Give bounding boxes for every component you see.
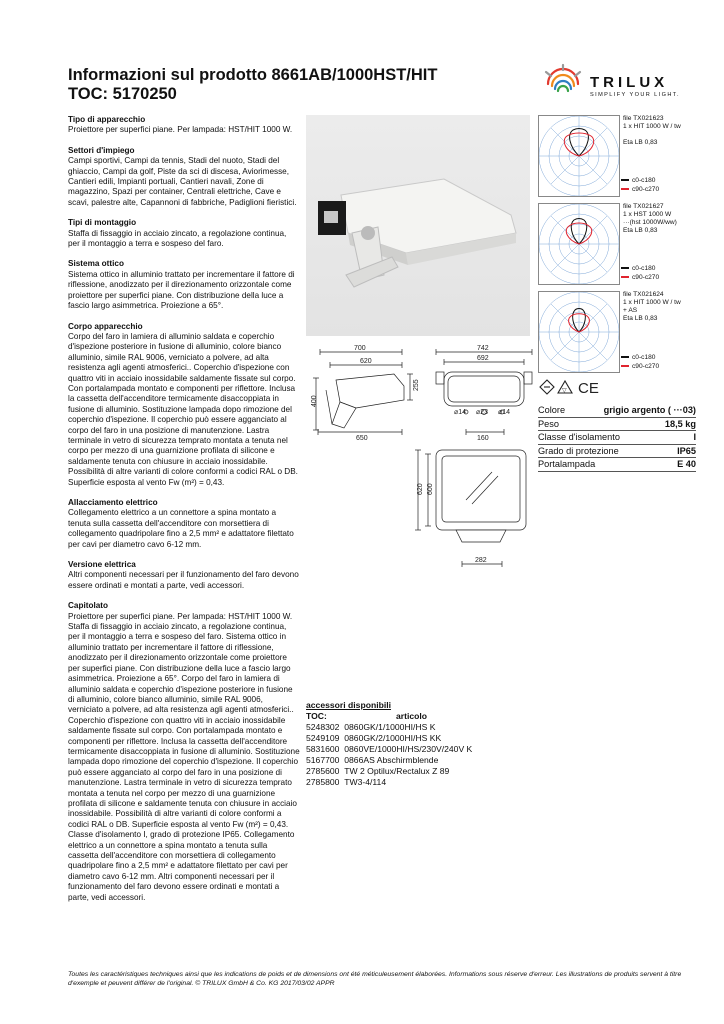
legend-3 <box>621 354 659 371</box>
accessory-row <box>306 755 536 766</box>
spec-row <box>538 418 696 432</box>
spec-row <box>538 404 696 418</box>
dim-742: 742 <box>477 345 489 352</box>
footer-disclaimer: Toutes les caractéristiques techniques ainsi que les indications de poids et de dimensions ont été méticuleusement élaborées. Informations sous réserve d'erreur. Les illustrations de produits servent à titre d'exemple et peuvent différer de l'original. © TRILUX GmbH & Co. KG 2017/03/02 APPR <box>68 971 682 987</box>
accessory-row <box>306 777 536 788</box>
lamp-desc: 1 x HIT 1000 W / tw <box>623 299 681 306</box>
section-montaggio <box>68 218 300 249</box>
enec-mark-icon <box>540 380 554 394</box>
legend-c90: c90-c270 <box>632 362 660 370</box>
section-allacciamento <box>68 498 300 550</box>
lamp-extra: ···(hst 1000W/ww) <box>623 219 677 226</box>
protection-mark-icon <box>558 381 572 394</box>
legend-swatch-black <box>621 356 629 358</box>
legend-c0: c0-c180 <box>632 177 656 184</box>
dim-160: 160 <box>477 435 489 442</box>
dim-400: 400 <box>311 395 318 407</box>
legend-swatch-black <box>621 267 629 269</box>
spec-value: grigio argento ( ···03) <box>603 405 696 415</box>
spec-label: Grado di protezione <box>538 445 619 456</box>
dim-700: 700 <box>354 345 366 352</box>
file-id: file TX021624 <box>623 291 664 298</box>
eta-value: Eta LB 0,83 <box>623 139 658 146</box>
section-heading: Sistema ottico <box>68 259 124 269</box>
spec-value: E 40 <box>677 459 696 470</box>
spec-row <box>538 458 696 472</box>
section-text: Campi sportivi, Campi da tennis, Stadi del nuoto, Stadi del ghiaccio, Campi da golf, Piste da sci di discesa, Aviorimesse, Cantieri edili, Impianti portuali, Cantieri navali, Zone di magazzino, Spazi per container, Centrali elettriche, Cave e scavi, palestre alte, Capannoni di fabbriche, Padiglioni fieristici. <box>68 156 297 207</box>
spec-value: 18,5 kg <box>664 418 696 429</box>
dim-620: 620 <box>360 358 372 365</box>
section-versione <box>68 560 300 591</box>
polar-diagram-2 <box>538 203 620 285</box>
accessories-list <box>306 700 536 788</box>
section-heading: Tipi di montaggio <box>68 218 137 228</box>
eta-value: Eta LB 0,83 <box>623 227 658 234</box>
ce-mark-icon: CE <box>578 380 599 396</box>
logo-tagline: SIMPLIFY YOUR LIGHT. <box>590 92 680 98</box>
photometry-info-1 <box>623 115 718 147</box>
section-tipo <box>68 115 300 136</box>
spec-label: Colore <box>538 405 566 415</box>
dim-d14-right: ⌀14 <box>498 409 511 416</box>
section-heading: Corpo apparecchio <box>68 321 143 331</box>
section-text: Collegamento elettrico a un connettore a spina montato a tenuta sulla cassetta dell'accenditore con morsettiera di collegamento quadripolare fino a 2,5 mm² e adattatore filettato per cavi per diametro cavo 6-12 mm. <box>68 508 294 549</box>
accessory-row <box>306 744 536 755</box>
accessory-toc: 5167700 <box>306 755 340 765</box>
section-text: Staffa di fissaggio in acciaio zincato, a regolazione continua, per il montaggio a terra e sospeso del faro. <box>68 228 287 249</box>
accessory-toc: 5831600 <box>306 744 340 754</box>
polar-diagram-3 <box>538 291 620 373</box>
section-heading: Tipo di apparecchio <box>68 115 146 124</box>
eta-value: Eta LB 0,83 <box>623 315 658 322</box>
accessories-header <box>306 711 536 722</box>
accessory-toc: 5249109 <box>306 733 340 743</box>
legend-2 <box>621 265 659 282</box>
polar-diagram-1 <box>538 115 620 197</box>
accessory-row <box>306 722 536 733</box>
accessory-toc: 2785800 <box>306 777 340 787</box>
section-heading: Versione elettrica <box>68 560 136 570</box>
accessory-article: TW3-4/114 <box>344 777 387 787</box>
legend-c90: c90-c270 <box>632 185 660 193</box>
legend-1 <box>621 177 659 194</box>
product-description <box>68 115 300 913</box>
section-text: Corpo del faro in lamiera di alluminio saldata e coperchio d'ispezione posteriore in fusione di alluminio, colore bianco alluminio, simile RAL 9006, verniciato a polvere, ad alta resistenza agli agenti atmosferici.. Coperchio d'ispezione con quattro viti in acciaio inossidabile saldamente fissate sul corpo. Con portalampada montato e componenti per riflettore. Inclusa la cassetta dell'accenditore termicamente disaccoppiata in fusione di alluminio. Sostituzione lampada dopo rimozione del coperchio d'ispezione. Il coperchio può essere agganciato al corpo del faro in una posizione di manutenzione. Lastra terminale in vetro di sicurezza temprato montata a tenuta nel corpo per mezzo di una guarnizione profilata di silicone e saldamente tenuta con chiusure in acciaio inossidabile. Possibilità di altre varianti di colore conformi a codici RAL o DB. Superficie esposta al vento Fw (m²) = 0,43. <box>68 331 298 487</box>
accessories-title: accessori disponibili <box>306 700 392 710</box>
certification-marks <box>538 378 608 396</box>
accessory-toc: 2785600 <box>306 766 340 776</box>
file-id: file TX021627 <box>623 203 664 210</box>
spec-value: I <box>693 432 696 443</box>
accessory-article: 0860GK/1/1000HI/HS K <box>344 722 436 732</box>
specs-table <box>538 404 696 472</box>
trilux-logo <box>540 62 700 106</box>
title-line-2: TOC: 5170250 <box>68 85 177 103</box>
photometry-info-3 <box>623 291 718 323</box>
dim-692: 692 <box>477 355 489 362</box>
section-heading: Allacciamento elettrico <box>68 498 158 507</box>
product-photo <box>306 115 530 336</box>
legend-c90: c90-c270 <box>632 273 660 281</box>
section-text: Proiettore per superfici piane. Per lampada: HST/HIT 1000 W. <box>68 125 293 135</box>
legend-swatch-black <box>621 179 629 181</box>
spec-label: Peso <box>538 418 559 429</box>
lamp-extra: + AS <box>623 307 638 314</box>
accessory-article: 0860VE/1000HI/HS/230V/240V K <box>344 744 473 754</box>
accessory-toc: 5248302 <box>306 722 340 732</box>
section-capitolato <box>68 601 300 903</box>
accessory-article: TW 2 Optilux/Rectalux Z 89 <box>344 766 450 776</box>
logo-wordmark: TRILUX <box>590 74 669 91</box>
legend-swatch-red <box>621 188 629 190</box>
file-id: file TX021623 <box>623 115 664 122</box>
spec-row <box>538 431 696 445</box>
spec-value: IP65 <box>677 445 696 456</box>
dim-d23: ⌀23 <box>476 409 489 416</box>
spec-row <box>538 445 696 459</box>
svg-text:▽: ▽ <box>562 388 567 394</box>
spec-label: Classe d'isolamento <box>538 432 620 443</box>
spec-label: Portalampada <box>538 459 596 470</box>
legend-c0: c0-c180 <box>632 265 656 272</box>
title-line-1: Informazioni sul prodotto 8661AB/1000HST/HIT <box>68 66 438 84</box>
col-article: articolo <box>396 711 428 721</box>
section-ottico <box>68 259 300 311</box>
lamp-desc: 1 x HIT 1000 W / tw <box>623 123 681 130</box>
section-heading: Capitolato <box>68 601 109 611</box>
photometry-info-2 <box>623 203 718 235</box>
lamp-desc: 1 x HST 1000 W <box>623 211 672 218</box>
section-heading: Settori d'impiego <box>68 145 135 155</box>
dim-650: 650 <box>356 435 368 442</box>
section-text: Proiettore per superfici piane. Per lampada: HST/HIT 1000 W. Staffa di fissaggio in acciaio zincato, a regolazione continua, per il montaggio a terra e sospeso del faro. Sistema ottico in alluminio trattato per incrementare il fattore di riflessione, anodizzato per il direzionamento orizzontale come proiettore per superfici piane. Con distribuzione della luce a fascio largo asimmetrica. Proiezione a 65°. Corpo del faro in lamiera di alluminio saldata e coperchio d'ispezione posteriore in fusione di alluminio, colore bianco alluminio, simile RAL 9006, verniciato a polvere, ad alta resistenza agli agenti atmosferici.. Coperchio d'ispezione con quattro viti in acciaio inossidabile saldamente fissate sul corpo. Con portalampada montato e componenti per riflettore. Inclusa la cassetta dell'accenditore termicamente disaccoppiata in fusione di alluminio. Sostituzione lampada dopo rimozione del coperchio d'ispezione. Il coperchio può essere agganciato al corpo del faro in una posizione di manutenzione. Lastra terminale in vetro di sicurezza temprato montata a tenuta nel corpo per mezzo di una guarnizione profilata di silicone e saldamente tenuta con chiusure in acciaio inossidabile. Possibilità di altre varianti di colore conformi a codici RAL o DB. Superficie esposta al vento Fw (m²) = 0,43. Classe d'isolamento I, grado di protezione IP65. Collegamento elettrico a un connettore a spina montato a tenuta sulla cassetta dell'accenditore con morsettiera di collegamento quadripolare fino a 2,5 mm² e adattatore filettato per cavi per diametro cavo 6-12 mm. Altri componenti necessari per il funzionamento del faro devono essere ordinati e montati a parte, vedi accessori. <box>68 611 300 902</box>
logo-mark-icon <box>540 62 586 102</box>
dim-620-top: 620 <box>417 483 424 495</box>
dim-d14-left: ⌀14 <box>454 409 467 416</box>
accessory-article: 0866AS Abschirmblende <box>344 755 439 765</box>
accessory-article: 0860GK/2/1000HI/HS KK <box>344 733 442 743</box>
legend-swatch-red <box>621 365 629 367</box>
col-toc: TOC: <box>306 711 327 721</box>
section-text: Sistema ottico in alluminio trattato per incrementare il fattore di riflessione, anodizzato per il direzionamento orizzontale come proiettore per superfici piane. Con distribuzione della luce a fascio largo asimmetrica. Proiezione a 65°. <box>68 269 295 311</box>
legend-swatch-red <box>621 276 629 278</box>
accessory-row <box>306 733 536 744</box>
dim-282: 282 <box>475 557 487 564</box>
accessory-row <box>306 766 536 777</box>
page-title <box>68 66 437 104</box>
dim-255: 255 <box>413 379 420 391</box>
dim-600: 600 <box>427 483 434 495</box>
section-settori <box>68 146 300 208</box>
section-text: Altri componenti necessari per il funzionamento del faro devono essere ordinati e montati a parte, vedi accessori. <box>68 570 299 590</box>
floodlight-illustration <box>306 115 530 336</box>
legend-c0: c0-c180 <box>632 354 656 361</box>
section-corpo <box>68 322 300 489</box>
technical-drawings <box>306 342 536 572</box>
